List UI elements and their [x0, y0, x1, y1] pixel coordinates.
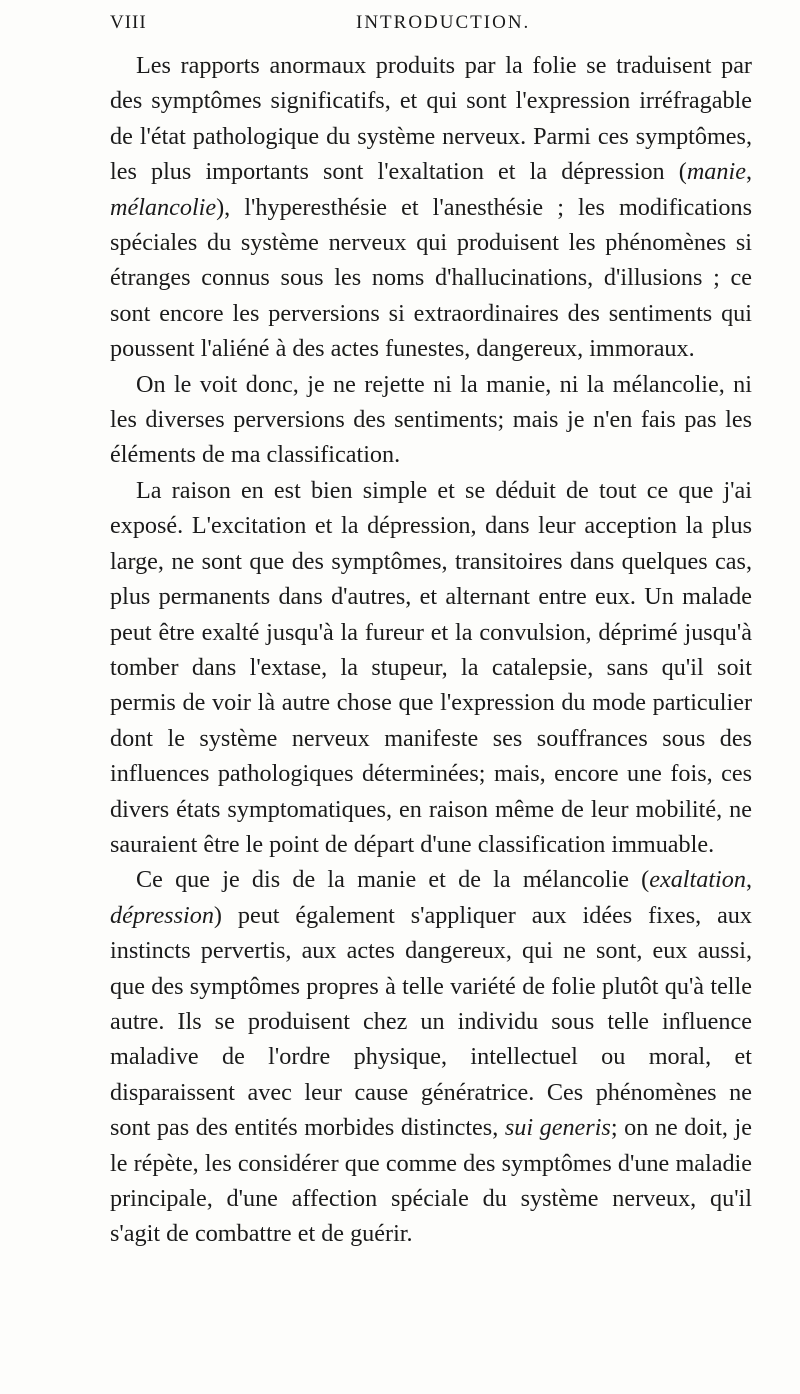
text-segment: On le voit donc, je ne rejette ni la manie, ni la mélancolie, ni les diverses perversions des sentiments; mais je n'en fais pas les éléments de ma classification.: [110, 370, 752, 469]
text-segment: Les rapports anormaux produits par la folie se traduisent par des symptômes significatifs, et qui sont l'expression irréfragable de l'état pathologique du système nerveux. Parmi ces symptômes, les plus importants sont l'exaltation et la dépression (: [110, 52, 752, 186]
running-title: INTRODUCTION.: [356, 12, 531, 33]
text-segment: ), l'hyperesthésie et l'anesthésie ; les modifications spéciales du système nerveux qui produisent les phénomènes si étranges connus sous les noms d'hallucinations, d'illusions ; ce sont encore les perversions si extraordinaires des sentiments qui poussent l'aliéné à des actes funestes, dangereux, immoraux.: [110, 193, 752, 363]
paragraph: [110, 473, 752, 862]
text-segment: Ce que je dis de la manie et de la mélancolie (: [136, 866, 650, 894]
paragraph: [110, 48, 752, 367]
text-segment: ,: [745, 866, 752, 894]
paragraph: [110, 862, 752, 1251]
italic-term: dépression: [110, 901, 214, 929]
page-number: VIII: [110, 12, 147, 33]
text-segment: ,: [745, 158, 752, 186]
text-segment: ) peut également s'appliquer aux idées fixes, aux instincts pervertis, aux actes dangereux, qui ne sont, eux aussi, que des symptômes propres à telle variété de folie plutôt qu'à telle autre. Ils se produisent chez un individu sous telle influence maladive de l'ordre physique, intellectuel ou moral, et disparaissent avec leur cause génératrice. Ces phénomènes ne sont pas des entités morbides distinctes,: [110, 901, 752, 1142]
body-text: [110, 48, 752, 1252]
text-segment: ; on ne doit, je le répète, les considérer que comme des symptômes d'une maladie principale, d'une affection spéciale du système nerveux, qu'il s'agit de combattre et de guérir.: [110, 1114, 753, 1248]
italic-term: exaltation: [649, 866, 746, 894]
running-header: [110, 8, 752, 38]
italic-term: mélancolie: [110, 193, 217, 221]
text-segment: La raison en est bien simple et se déduit de tout ce que j'ai exposé. L'excitation et la dépression, dans leur acception la plus large, ne sont que des symptômes, transitoires dans quelques cas, plus permanents dans d'autres, et alternant entre eux. Un malade peut être exalté jusqu'à la fureur et la convulsion, déprimé jusqu'à tomber dans l'extase, la stupeur, la catalepsie, sans qu'il soit permis de voir là autre chose que l'expression du mode particulier dont le système nerveux manifeste ses souffrances sous des influences pathologiques déterminées; mais, encore une fois, ces divers états symptomatiques, en raison même de leur mobilité, ne sauraient être le point de départ d'une classification immuable.: [110, 476, 752, 858]
italic-term: manie: [686, 158, 746, 186]
italic-term: sui generis: [504, 1114, 611, 1142]
paragraph: [110, 367, 752, 473]
